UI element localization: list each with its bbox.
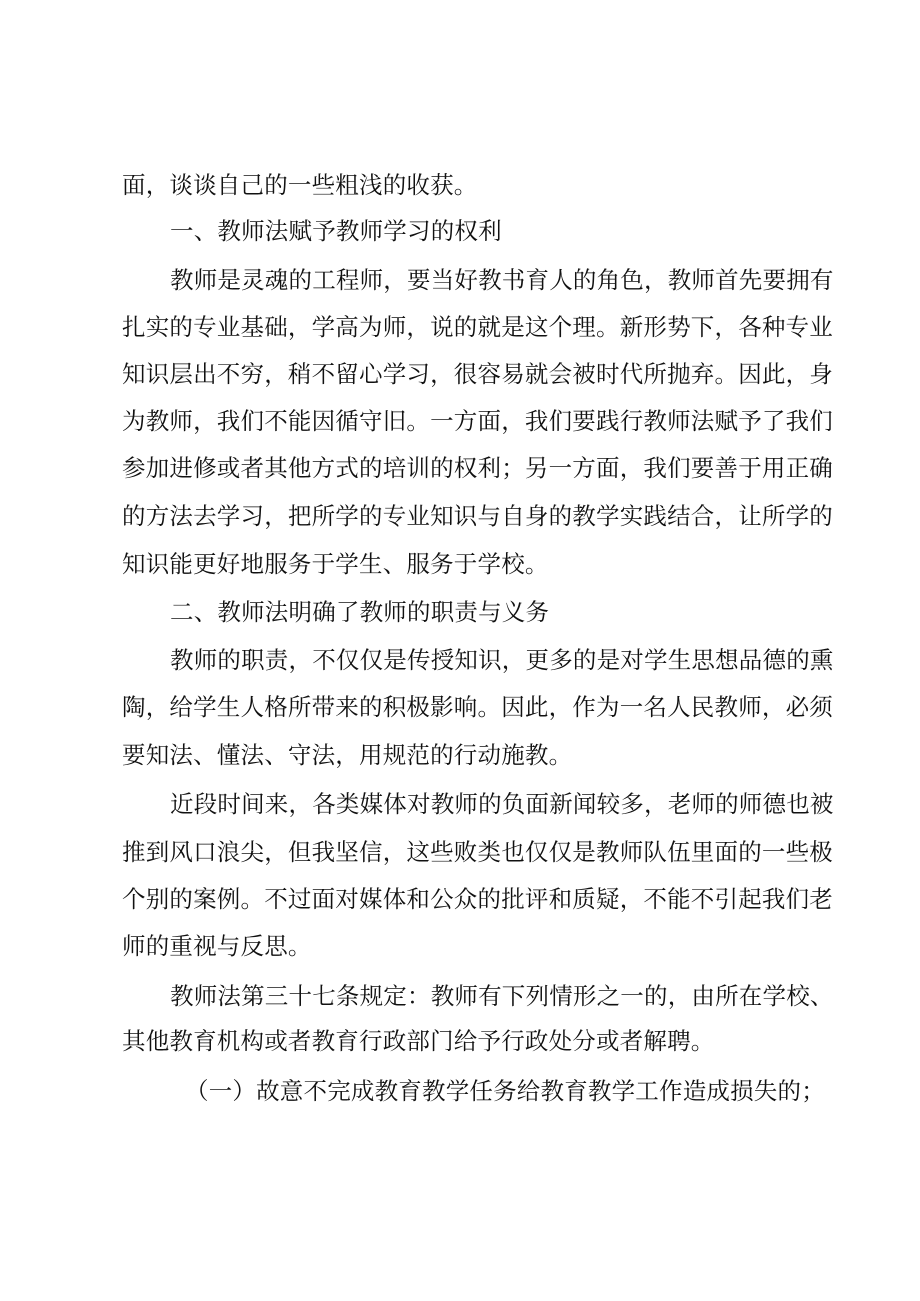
list-item: （一）故意不完成教育教学任务给教育教学工作造成损失的；: [185, 1077, 825, 1105]
paragraph-line: 近段时间来，各类媒体对教师的负面新闻较多，老师的师德也被: [170, 790, 834, 818]
paragraph-line: 要知法、懂法、守法，用规范的行动施教。: [122, 741, 573, 769]
paragraph-line: 为教师，我们不能因循守旧。一方面，我们要践行教师法赋予了我们: [122, 407, 833, 435]
section-heading-2: 二、教师法明确了教师的职责与义务: [170, 598, 550, 626]
paragraph-line: 个别的案例。不过面对媒体和公众的批评和质疑，不能不引起我们老: [122, 885, 833, 913]
paragraph-line: 知识能更好地服务于学生、服务于学校。: [122, 550, 549, 578]
paragraph-line: 其他教育机构或者教育行政部门给予行政处分或者解聘。: [122, 1027, 715, 1055]
paragraph-continuation: 面，谈谈自己的一些粗浅的收获。: [122, 171, 478, 199]
section-heading-1: 一、教师法赋予教师学习的权利: [170, 217, 502, 245]
paragraph-line: 推到风口浪尖，但我坚信，这些败类也仅仅是教师队伍里面的一些极: [122, 838, 833, 866]
paragraph-line: 教师法第三十七条规定：教师有下列情形之一的，由所在学校、: [170, 982, 834, 1010]
paragraph-line: 参加进修或者其他方式的培训的权利；另一方面，我们要善于用正确: [122, 454, 833, 482]
paragraph-line: 师的重视与反思。: [122, 932, 312, 960]
paragraph-line: 教师是灵魂的工程师，要当好教书育人的角色，教师首先要拥有: [170, 266, 834, 294]
paragraph-line: 知识层出不穷，稍不留心学习，很容易就会被时代所抛弃。因此，身: [122, 360, 833, 388]
paragraph-line: 教师的职责，不仅仅是传授知识，更多的是对学生思想品德的熏: [170, 646, 834, 674]
paragraph-line: 的方法去学习，把所学的专业知识与自身的教学实践结合，让所学的: [122, 502, 833, 530]
paragraph-line: 陶，给学生人格所带来的积极影响。因此，作为一名人民教师，必须: [122, 693, 833, 721]
paragraph-line: 扎实的专业基础，学高为师，说的就是这个理。新形势下，各种专业: [122, 313, 833, 341]
